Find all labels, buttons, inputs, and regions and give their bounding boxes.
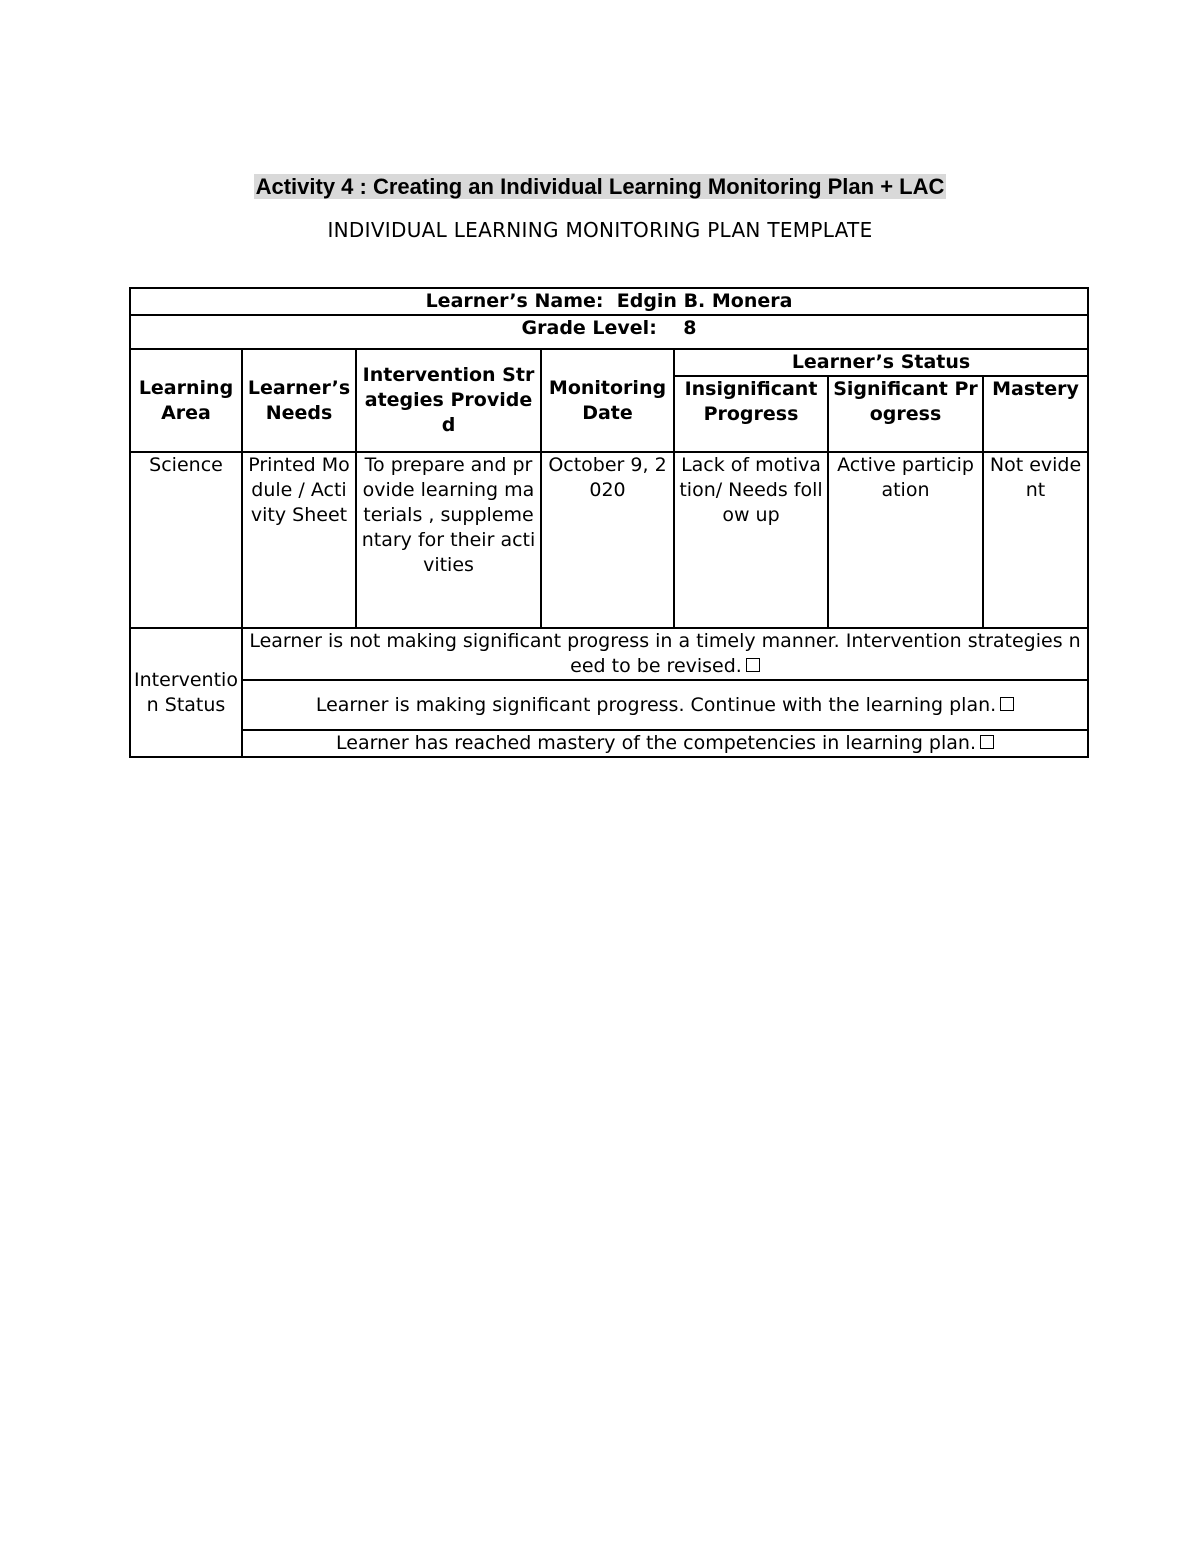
intervention-row-2 <box>130 680 1088 730</box>
intervention-option-3 <box>242 730 1088 757</box>
template-title: INDIVIDUAL LEARNING MONITORING PLAN TEMPLATE <box>327 218 873 242</box>
col-learners-status: Learner’s Status <box>674 349 1088 376</box>
cell-learners-needs: Printed Module / Activity Sheet <box>242 452 356 628</box>
col-learners-needs: Learner’s Needs <box>242 349 356 452</box>
intervention-option-text: Learner is making significant progress. Continue with the learning plan. <box>315 693 997 716</box>
col-intervention-strategies: Intervention Strategies Provided <box>356 349 541 452</box>
intervention-option-2 <box>242 680 1088 730</box>
cell-insignificant-progress: Lack of motivation/ Needs follow up <box>674 452 828 628</box>
monitoring-plan-table <box>129 287 1089 758</box>
learner-name-value: Edgin B. Monera <box>616 290 793 312</box>
grade-level-value: 8 <box>683 317 697 339</box>
cell-significant-progress: Active participation <box>828 452 983 628</box>
intervention-status-label: Intervention Status <box>130 628 242 757</box>
table-row <box>130 452 1088 628</box>
intervention-option-text: Learner has reached mastery of the competencies in learning plan. <box>336 732 977 754</box>
intervention-option-text: Learner is not making significant progress in a timely manner. Intervention strategies need to be revised. <box>249 630 1081 677</box>
intervention-row-1 <box>130 628 1088 680</box>
checkbox-icon[interactable] <box>980 735 994 749</box>
cell-intervention-strategies: To prepare and provide learning materials , supplementary for their activities <box>356 452 541 628</box>
learner-name-cell <box>130 288 1088 315</box>
activity-title <box>0 172 1200 202</box>
col-monitoring-date: Monitoring Date <box>541 349 674 452</box>
col-learning-area: Learning Area <box>130 349 242 452</box>
learner-name-label: Learner’s Name: <box>425 290 604 312</box>
grade-level-label: Grade Level: <box>521 317 657 339</box>
checkbox-icon[interactable] <box>746 658 760 672</box>
header-row-1 <box>130 349 1088 376</box>
cell-learning-area: Science <box>130 452 242 628</box>
cell-mastery: Not evident <box>983 452 1088 628</box>
cell-monitoring-date: October 9, 2020 <box>541 452 674 628</box>
learner-name-row <box>130 288 1088 315</box>
grade-level-row <box>130 315 1088 349</box>
col-insignificant-progress: Insignificant Progress <box>674 376 828 452</box>
activity-title-text: Activity 4 : Creating an Individual Learning Monitoring Plan + LAC <box>255 174 945 199</box>
checkbox-icon[interactable] <box>1000 697 1014 711</box>
grade-level-cell <box>130 315 1088 349</box>
intervention-option-1 <box>242 628 1088 680</box>
col-mastery: Mastery <box>983 376 1088 452</box>
col-significant-progress: Significant Progress <box>828 376 983 452</box>
intervention-row-3 <box>130 730 1088 757</box>
